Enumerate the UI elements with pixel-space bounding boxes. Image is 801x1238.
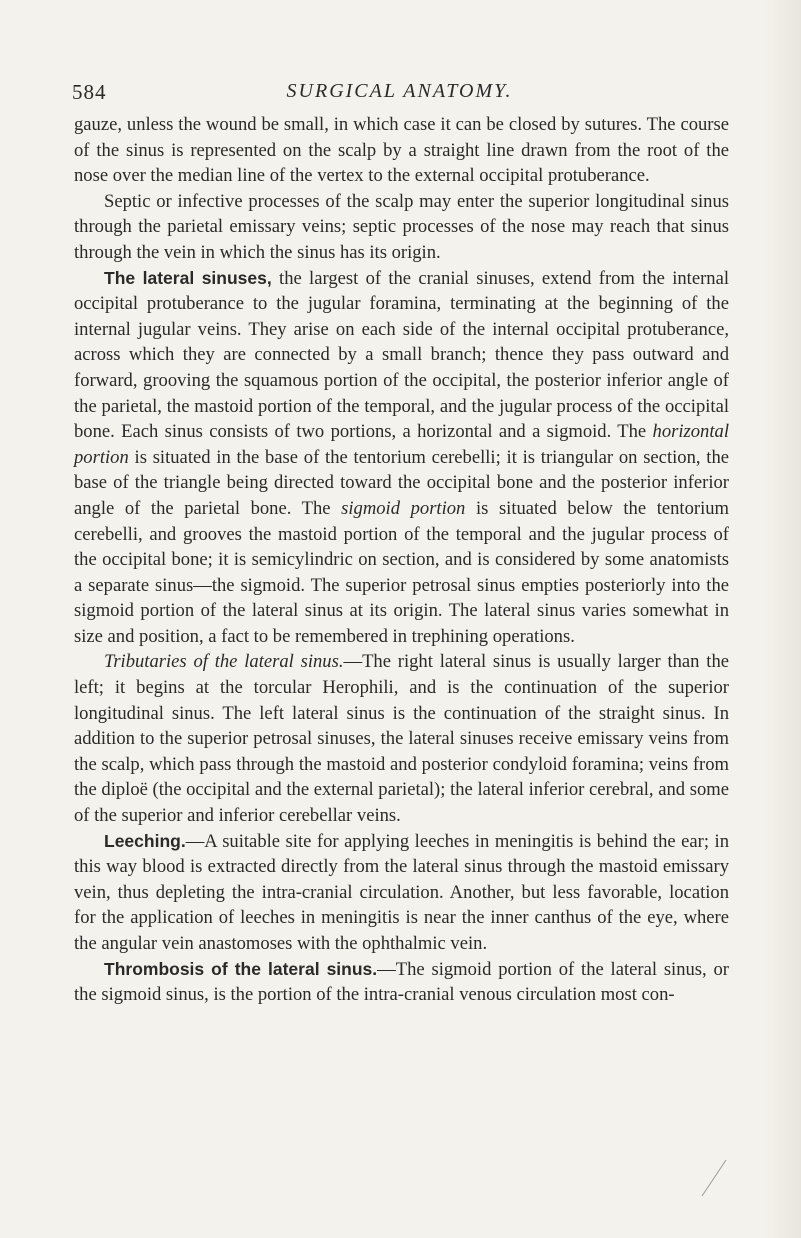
leeching-text: —A suitable site for applying leeches in meningitis is behind the ear; in this way blood is extracted directly from the lateral sinus through the mastoid emissary vein, thus depleting the intra-cranial circulation. Another, but less favorable, location for the application of leeches in meningitis is near the inner canthus of the eye, where the angular vein anastomoses with the ophthalmic vein. (74, 830, 729, 954)
paragraph-leeching (74, 829, 729, 957)
thrombosis-text: —The sigmoid portion of the lateral sinus, or the sigmoid sinus, is the portion of the intra-cranial venous circulation most con- (74, 958, 729, 1006)
term-sigmoid-portion: sigmoid portion (341, 497, 466, 519)
page-number: 584 (72, 80, 107, 104)
paragraph-thrombosis (74, 957, 729, 1008)
term-horizontal-portion: horizontal portion (74, 421, 729, 468)
lateral-sinuses-text-1: the largest of the cranial sinuses, extend from the internal occipital protuberance to the jugular foramina, terminating at the beginning of the internal jugular veins. They arise on each side of the internal occipital protuberance, across which they are connected by a small branch; thence they pass outward and forward, grooving the squamous portion of the occipital, the posterior inferior angle of the parietal, the mastoid portion of the temporal, and the jugular process of the occipital bone. Each sinus consists of two portions, a horizontal and a sigmoid. The (74, 267, 729, 443)
heading-tributaries: Tributaries of the lateral sinus. (104, 651, 344, 673)
heading-lateral-sinuses: The lateral sinuses, (104, 267, 272, 288)
paragraph-tributaries (74, 649, 729, 828)
running-head (72, 80, 727, 110)
lateral-sinuses-text-3: is situated below the tentorium cerebelli, and grooves the mastoid portion of the temporal and the jugular process of the occipital bone; it is semicylindric on section, and is considered by some anatomists a separate sinus—the sigmoid. The superior petrosal sinus empties posteriorly into the sigmoid portion of the lateral sinus at its origin. The lateral sinus varies somewhat in size and position, a fact to be remembered in trephining operations. (74, 497, 729, 647)
heading-thrombosis: Thrombosis of the lateral sinus. (104, 958, 378, 979)
paragraph-lateral-sinuses (74, 266, 729, 650)
paragraph-sinus-course: gauze, unless the wound be small, in which case it can be closed by sutures. The course of the sinus is represented on the scalp by a straight line drawn from the root of the nose over the median line of the vertex to the external occipital protuberance. (74, 114, 729, 187)
heading-leeching: Leeching. (104, 830, 186, 851)
text-body (74, 112, 729, 1008)
pencil-mark-icon (700, 1158, 730, 1198)
tributaries-text: —The right lateral sinus is usually larger than the left; it begins at the torcular Herophili, and is the continuation of the superior longitudinal sinus. The left lateral sinus is the continuation of the straight sinus. In addition to the superior petrosal sinuses, the lateral sinuses receive emissary veins from the scalp, which pass through the mastoid and posterior condyloid foramina; veins from the diploë (the occipital and the external parietal); the lateral inferior cerebral, and some of the superior and inferior cerebellar veins. (74, 651, 729, 827)
paragraph-septic-processes: Septic or infective processes of the scalp may enter the superior longitudinal sinus through the parietal emissary veins; septic processes of the nose may reach that sinus through the vein in which the sinus has its origin. (74, 190, 729, 263)
lateral-sinuses-text-2: is situated in the base of the tentorium cerebelli; it is triangular on section, the base of the triangle being directed toward the occipital bone and the posterior inferior angle of the parietal bone. The (74, 446, 729, 519)
running-title: SURGICAL ANATOMY. (286, 80, 513, 102)
